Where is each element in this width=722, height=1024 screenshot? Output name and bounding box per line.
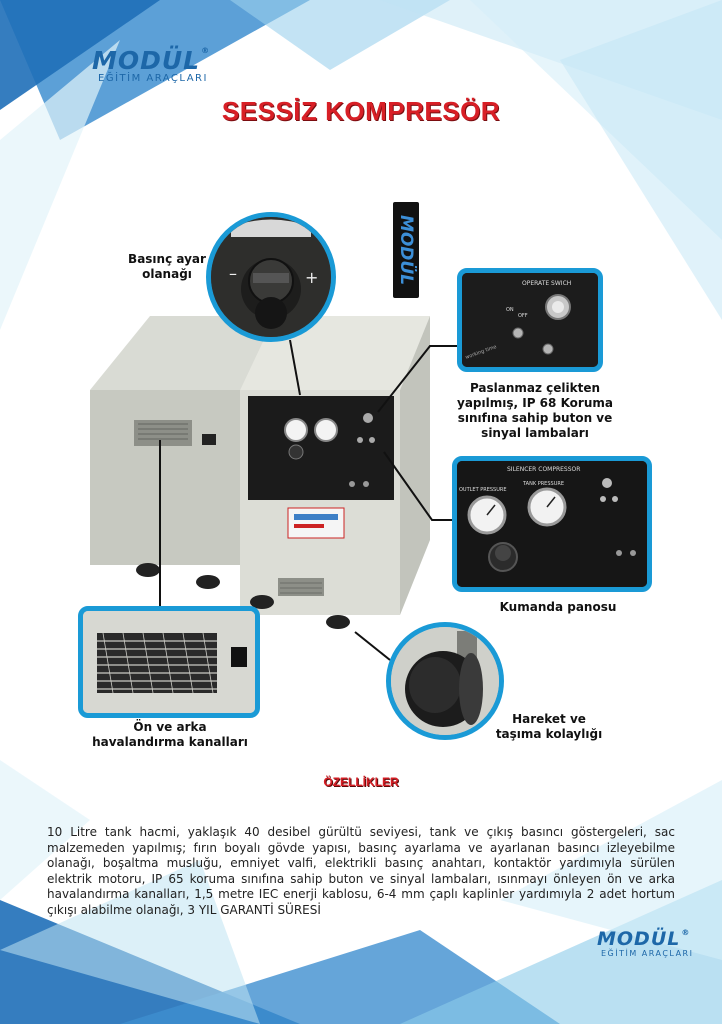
description-text: 10 Litre tank hacmi, yaklaşık 40 desibel gürültü seviyesi, tank ve çıkış basıncı göstergeleri, sac malzemeden yapılmış; fırın boyalı gövde yapısı, basınç ayarlama ve ayarlanan basıncı izleyebilme olanağı, boşaltma musluğu, emniyet valfi, elektrikli basınç anahtarı, kontaktör yardımıyla sürülen elektrik motoru, IP 65 koruma sınıfına sahip buton ve sinyal lambaları, ısınmayı önleyen ön ve arka havalandırma kanalları, 1,5 metre IEC enerji kablosu, 6-4 mm çaplı kaplinler yardımıyla 2 adet hortum çıkışı alabilme olanağı, 3 YIL GARANTİ SÜRESİ <box>47 825 675 917</box>
registered-mark: ® <box>201 46 211 55</box>
stainless-buttons-photo <box>462 273 598 367</box>
page-title: SESSİZ KOMPRESÖR <box>221 96 501 126</box>
callout-ventilation: Ön ve arka havalandırma kanalları <box>92 720 248 749</box>
svg-text:+: + <box>305 268 319 287</box>
brand-tagline: EĞİTİM ARAÇLARI <box>98 73 208 84</box>
wheel-inset <box>386 622 504 740</box>
caster-wheel-icon <box>391 627 499 735</box>
brand-name-bottom: MODÜL <box>597 928 681 950</box>
operate-switch-label: OPERATE SWICH <box>522 280 572 287</box>
registered-mark-bottom: ® <box>681 928 691 937</box>
callout-stainless-buttons: Paslanmaz çelikten yapılmış, IP 68 Koruma sınıfına sahip buton ve sinyal lambaları <box>457 381 613 440</box>
silencer-label: SILENCER COMPRESSOR <box>507 466 581 473</box>
pressure-knob-inset <box>206 212 336 342</box>
brand-logo-bottom <box>597 928 693 958</box>
control-panel-photo <box>457 461 647 587</box>
working-time-label: working time <box>464 344 498 361</box>
pressure-knob-icon <box>211 217 331 337</box>
callout-control-panel: Kumanda panosu <box>499 600 617 614</box>
outlet-pressure-label: OUTLET PRESSURE <box>459 487 507 493</box>
on-label: ON <box>506 307 514 313</box>
tank-pressure-label: TANK PRESSURE <box>523 481 564 487</box>
ventilation-inset <box>78 606 260 718</box>
callout-mobility: Hareket ve taşıma kolaylığı <box>495 712 603 741</box>
brand-name: MODÜL <box>92 46 201 75</box>
svg-text:–: – <box>229 264 237 283</box>
control-panel-inset <box>452 456 652 592</box>
off-label: OFF <box>518 313 528 319</box>
buttons-inset <box>457 268 603 372</box>
ventilation-grille-photo <box>83 611 255 713</box>
vertical-brand-text: MODÜL <box>396 214 416 286</box>
callout-pressure-adjust: Basınç ayar olanağı <box>128 252 206 281</box>
features-heading: ÖZELLİKLER <box>323 775 399 789</box>
brand-tagline-bottom: EĞİTİM ARAÇLARI <box>601 949 694 958</box>
